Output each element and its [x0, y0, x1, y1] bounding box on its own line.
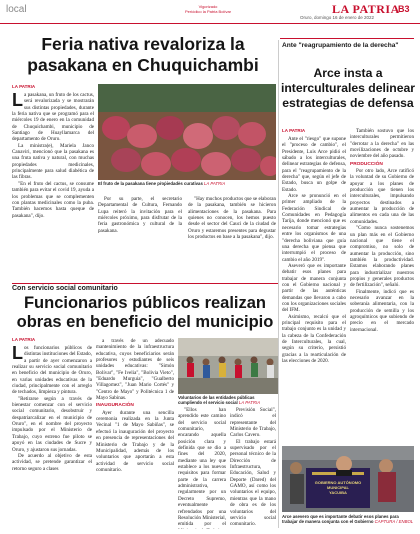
- center-tag: [178, 4, 238, 14]
- story1-paragraph: Por su parte, el secretario Departamental de Cultura, Fernando Lupa reiteró la invitación para el miércoles próximo, para disfrutar de la feria gastronómica y cultural de la pasakana.: [98, 196, 182, 234]
- story2-kicker: Ante "reagrupamiento de la derecha": [282, 42, 399, 49]
- story1-paragraph: a pasakana, un fruto de los cactus, será revalorizada y se mostrarán sus distintas propiedades, durante la feria nativa que se programó para el miércoles 19 de enero en la comunidad de Chuquichambi, municipio de Santiago de Huayllamarca del departamento de Oruro.: [12, 92, 94, 143]
- story1-caption: [98, 181, 278, 186]
- story3-kicker: Con servicio social comunitario: [12, 285, 118, 292]
- story2-paragraph: También sostuvo que los interculturales permitieron "derrotar a la derecha" en las movilizaciones de octubre y noviembre del año pasado.: [350, 128, 414, 160]
- story2-headline: Arce insta a interculturales delinear estrategias de defensa: [280, 66, 416, 110]
- story1-paragraph: La ministra(e), Mariela Janco Canaviri, mencionó que la pasakana es una fruta nativa y natural, con muchas propiedades medicinales, principalmente para salud diabética de las fibras.: [12, 142, 94, 181]
- story2-paragraph: "Como nunca sostenemos un plan más en el Gobierno nacional que tiene el compromiso, no solo de aumentar la producción, sino también la productividad. Estamos elaborando planes para industrializar nuestros propios y generales productos de fertilización", señaló.: [350, 225, 414, 289]
- story2-caption-text: Arce asevero que es importante debatir esos planes para trabajar de manera conjunta con el Gobierno: [282, 514, 399, 525]
- story1-column-3: [188, 196, 276, 282]
- story2-column-a: [282, 136, 346, 444]
- story3-paragraph: De acuerdo al objetivo de esta actividad, se pretende garantizar el retorno seguro a clases: [12, 452, 92, 472]
- story3-paragraph: El trabajo estará supervisado por el personal técnico de la Dirección de Infraestructura, Educación, Salud y Deporte (Dared) del GAMO, así como los voluntarios el equipo, mientras que la mano de obra es de los voluntarios del servicio social comunitario.: [230, 438, 276, 528]
- story2-paragraph: Arce se pronunció en el primer ampliado de la Federación Sindical de Comunidades en Pedagogía Tarija, donde mencionó que es necesario tomar estrategias entre los organismos de una "derecha boliviana que guía una derecha que piensa que interrumpió el proceso de cambio el año 2019".: [282, 193, 346, 263]
- story3-paragraph: os funcionarios públicos de distintas instituciones del Estado, a partir de ayer comenzaron a realizar su servicio social comunitario en beneficio del municipio de Oruro, en varias unidades educativas de la ciudad, principalmente con el arreglo de techados, limpieza y pintura.: [12, 345, 92, 396]
- story3-caption-text: Voluntarios de las entidades públicas cumpliendo el servicio social: [178, 395, 255, 406]
- section-divider: [12, 283, 278, 284]
- story2-paragraph: Asimismo, recalcó que el principal requisito para el trabajo conjunto es la unidad y la cabeza de la Confederación de Interculturales, la cual, según su criterio, persistió gracias a la rearticulación de las elecciones de 2020.: [282, 313, 346, 365]
- newspaper-brand: LA PATRIA: [332, 2, 400, 16]
- story2-byline: LA PATRIA: [282, 128, 306, 133]
- story3-column-2: [96, 338, 174, 529]
- story3-column-4: [230, 407, 276, 529]
- story2-paragraph: Ante el "riesgo" que supone el "proceso de cambio", el Presidente, Luis Arce pidió el sábado a los interculturales, delinear estrategias de defensa, para el "reagrupamiento de la derecha" que, según el jefe de Estado, busca un golpe de Estado.: [282, 136, 346, 193]
- story2-caption-credit: CAPTURA / ENBOL: [374, 519, 414, 525]
- dateline: Oruro, domingo 16 de enero de 2022: [300, 15, 375, 20]
- story1-caption-text: El fruto de la pasakana tiene propiedades curativas: [98, 181, 203, 186]
- story3-column-1: [12, 345, 92, 529]
- story3-byline: LA PATRIA: [12, 337, 36, 342]
- story3-paragraph: a través de un adecuado mantenimiento de la infraestructura educativa, cuyos beneficiarios serán profesores y estudiantes de seis unidades educativas: "Simón Bolívar", "Fe Ivelia", "Bolivia Vieto", "Eduardo Murguia", "Gualberto Villagomez", "Juan Mario Cortés" y "Centro de Mayo" y Politécnica 1 de Mayo Sabinas.: [96, 338, 174, 402]
- story3-paragraph: Previsión Social", indicó el representante del Ministerio de Trabajo, Carlos Cavero.: [230, 407, 276, 439]
- volunteers-photo: [178, 338, 278, 394]
- story1-paragraph: "Hay muchos productos que se elaboran de la pasakana, también se hicieron alimentaciones de la pasakana. Para quienes no conocen, los hemos puesto desde el sector del Cauci de la ciudad de Oruro y estaremos presentes para degustar los productos en base a la pasakana", dijo.: [188, 196, 276, 241]
- story3-caption-credit: LA PATRIA: [238, 400, 261, 406]
- story1-headline: Feria nativa revaloriza la pasakana en Chuquichambi: [27, 34, 259, 75]
- story3-paragraph: "Retirarse según a través de bienestar comenzar con el servicio social comunitario, desobstruir y despatriarcalizar en el municipio de Oruro", en el nombre del proyecto impulsado por el Ministerio de Trabajo, cuyo estreno fue piloto se apoyó en las ciudades de Sucre y Oruro, y ajustaron sus jornadas.: [12, 395, 92, 453]
- center-tag-line2: Periódico la Patria Bolívar: [184, 9, 232, 14]
- story2-paragraph: Por otro lado, Arce ratificó la voluntad de su Gobierno de apoyar a los planes de producción que tienen los interculturales, impulsando proyectos destinados a aumentar la producción de alimentos en cada una de las comunidades.: [350, 168, 414, 225]
- story1-byline: LA PATRIA: [12, 84, 36, 89]
- page-header: [0, 0, 420, 24]
- story3-paragraph: Ayer durante una sencilla ceremonia realizada en la Junta Vecinal "1 de Mayo Sabiñas", se efectuó la inauguración del proyecto en presencia de representaciones del Ministerio de Trabajo y de la Municipalidad, además de los voluntarios que aportarán a esta actividad de servicio social comunitario.: [96, 409, 174, 473]
- story1-caption-credit: LA PATRIA: [204, 181, 226, 186]
- story2-paragraph: Finalmente, indicó que es necesario avanzar en la soberanía alimentaria, con la producción de semilla y los agroquímicos que subiendo de precio en el mercado internacional.: [350, 288, 414, 333]
- president-speech-photo: [282, 446, 414, 512]
- story3-paragraph: "Ellos han aprendido este camino del servicio social comunitario, encarando aquella posición clara y definida que se dio a fines del 2020, mediante una ley que establece a los nuevos requisitos para formar parte de la carrera administrativa, regularmente por un Decreto Supremo, eventualmente refrendados por una Resolución Ministerial, emitida por el: [178, 407, 226, 528]
- story3-headline: Funcionarios públicos realizan obras en beneficio del municipio: [16, 294, 274, 331]
- story2-paragraph: Aseveró que es importante debatir esos planes para trabajar de manera conjunta con el Gobierno nacional y partir de las auténticas demandas que llevaron a cabo con los organizaciones sociales del IFM.: [282, 262, 346, 314]
- podium-banner-line3: YACUIBA: [329, 490, 347, 495]
- pasakana-fruit-photo: [98, 84, 276, 180]
- right-top-rule: [280, 38, 414, 39]
- story2-column-b: [350, 128, 414, 444]
- story3-photo: [178, 338, 278, 394]
- story1-column-1: [12, 92, 94, 282]
- page-number: B3: [398, 4, 410, 14]
- story3-caption: [178, 395, 278, 405]
- section-name: local: [6, 4, 27, 15]
- column-divider: [278, 40, 279, 528]
- story1-column-2b: [98, 196, 182, 282]
- story1-photo-wide: [98, 84, 276, 180]
- story3-column-3: [178, 407, 226, 529]
- story3-subhead: INAUGURACIÓN: [96, 403, 134, 409]
- story2-caption: [282, 514, 414, 524]
- podium-banner-line1: GOBIERNO AUTÓNOMO: [314, 480, 362, 485]
- drop-cap: L: [12, 345, 23, 363]
- story2-photo: [282, 446, 414, 512]
- story2-subhead: PRODUCCIÓN: [350, 161, 383, 167]
- story1-paragraph: "En el fruto del cactus, se consume también para evitar el covid 19, ayuda a los problemas que se complementen con plantas medicinales como la puba. También hacemos hasta queque de pasakana", dijo.: [12, 180, 94, 219]
- center-tag-line1: Vigorizado: [198, 4, 218, 9]
- podium-banner-line2: MUNICIPAL: [327, 485, 349, 490]
- podium-banner: [312, 480, 364, 495]
- drop-cap: L: [12, 92, 23, 110]
